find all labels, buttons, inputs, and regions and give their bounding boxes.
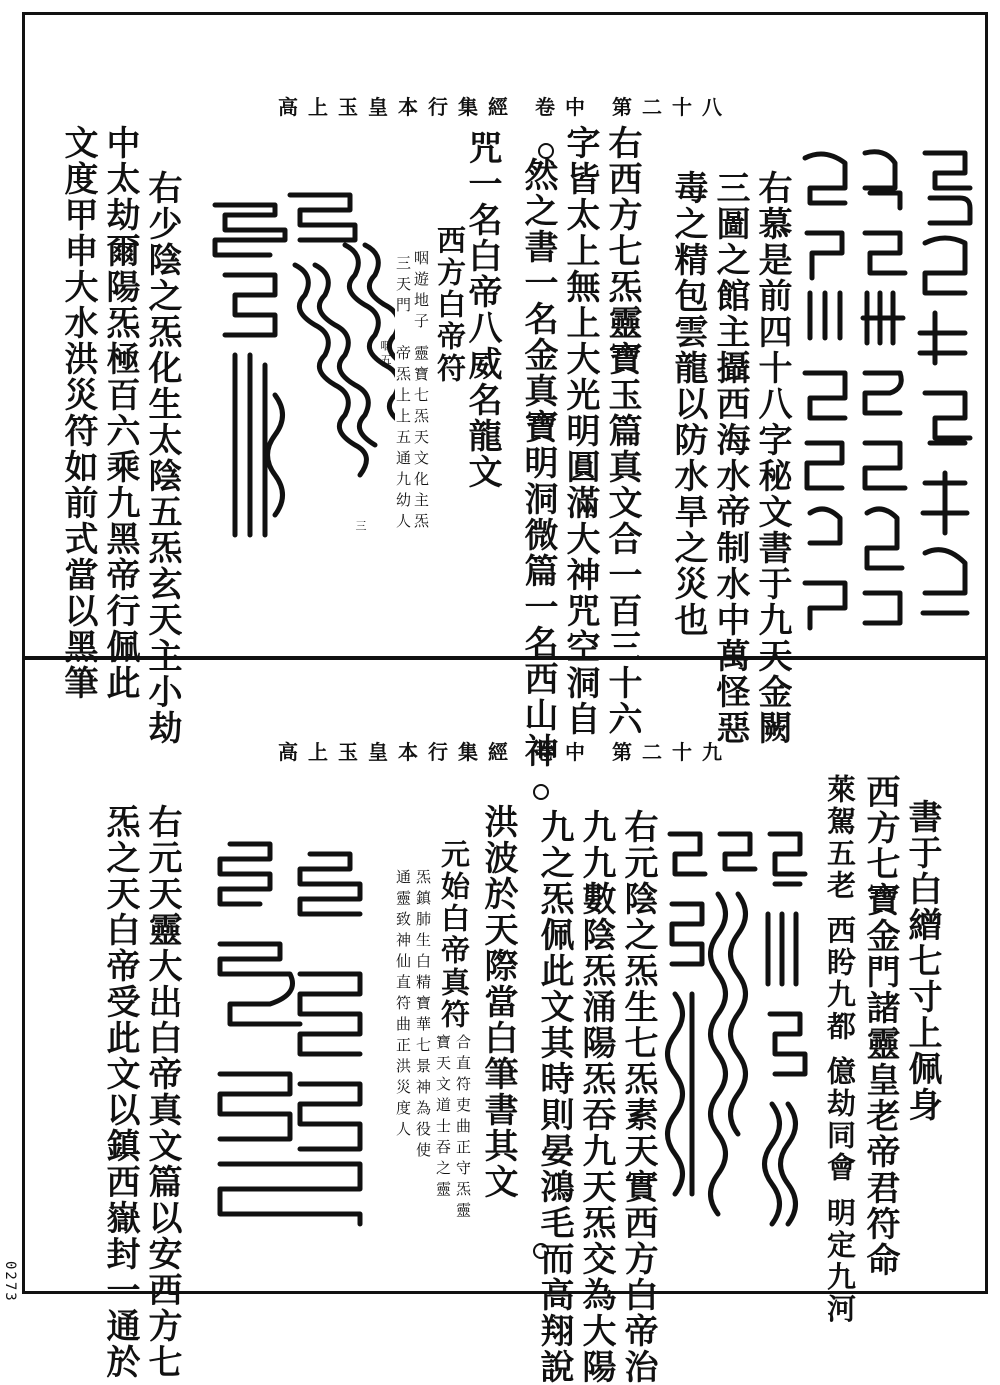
top-column-1: 右慕是前四十八字秘文書于九天金闕 bbox=[752, 170, 792, 746]
bottom-page bbox=[25, 664, 985, 1385]
bottom-note-b: 寶天文道士吞之靈 bbox=[434, 1034, 452, 1202]
bottom-page-header: 高上玉皇本行集經 卷中 第二十九 bbox=[278, 740, 732, 764]
top-column-12: 中太劫爾陽炁極百六乘九黑帝行佩此 bbox=[100, 125, 140, 701]
bottom-column-12: 右元天靈大出白帝真文篇以安西方七 bbox=[142, 804, 182, 1380]
top-column-13: 文度甲申大水洪災符如前式當以黑筆 bbox=[58, 125, 98, 701]
bottom-column-7: 洪波於天際當白筆書其文 bbox=[478, 804, 518, 1200]
bottom-note-d: 通靈致神仙直符曲正洪災度人 bbox=[394, 869, 412, 1142]
top-note-b: 帝炁上上五通九幼人 bbox=[394, 345, 412, 534]
top-small-mark-1: 咽五 bbox=[379, 340, 392, 368]
top-column-3: 毒之精包雲龍以防水旱之災也 bbox=[668, 170, 708, 638]
bottom-column-13: 炁之天白帝受此文以鎮西嶽封一通於 bbox=[100, 804, 140, 1380]
bottom-column-2: 西方七寶金門諸靈皇老帝君符命 bbox=[860, 774, 900, 1278]
circle-mark-bottom bbox=[533, 1243, 549, 1259]
top-note-a: 靈寶七炁天文化主炁 bbox=[412, 345, 430, 534]
bottom-note-a: 合直符吏曲正守炁靈 bbox=[454, 1034, 472, 1223]
top-seal-script-block bbox=[795, 143, 975, 643]
top-note-d: 三天門 bbox=[394, 255, 412, 318]
top-column-5: 字皆太上無上大光明圓滿大神咒空洞自 bbox=[560, 125, 600, 737]
top-column-8: 西方白帝符 bbox=[433, 225, 467, 385]
bottom-column-6: 九之炁佩此文其時則晏鴻毛而高翔說 bbox=[534, 809, 574, 1385]
scripture-sheet bbox=[22, 12, 988, 1385]
top-column-6: 然之書一名金真寶明洞微篇一名西山神 bbox=[518, 157, 558, 769]
circle-mark-top bbox=[533, 784, 549, 800]
bottom-talisman bbox=[200, 834, 380, 1234]
bottom-seal-script-block bbox=[660, 824, 810, 1244]
top-column-7: 咒一名白帝八威名龍文 bbox=[462, 130, 502, 490]
bottom-column-5: 九九數陰炁涌陽炁吞九天炁交為大陽 bbox=[576, 809, 616, 1385]
top-column-2: 三圖之館主攝西海水帝制水中萬怪惡 bbox=[710, 170, 750, 746]
top-note-c: 咽遊地子 bbox=[412, 250, 430, 334]
top-column-11: 右少陰之炁化生太陰五炁玄天主小劫 bbox=[142, 170, 182, 746]
bottom-note-c: 炁鎮肺生白精寶華七景神為役使 bbox=[414, 869, 432, 1163]
bottom-column-1: 書于白繒七寸上佩身 bbox=[902, 799, 942, 1123]
bottom-column-8: 元始白帝真符 bbox=[437, 839, 471, 1031]
top-column-4: 右西方七炁靈寶玉篇真文合一百三十六 bbox=[602, 125, 642, 737]
page-number: 0273 bbox=[2, 1261, 18, 1303]
top-page-header: 高上玉皇本行集經 卷中 第二十八 bbox=[278, 95, 732, 119]
bottom-column-3: 萊駕五老 西盻九都 億劫同會 明定九河 bbox=[823, 774, 857, 1326]
top-small-mark-2: 三 bbox=[354, 520, 367, 534]
bottom-column-4: 右元陰之炁生七炁素天實西方白帝治 bbox=[618, 809, 658, 1385]
